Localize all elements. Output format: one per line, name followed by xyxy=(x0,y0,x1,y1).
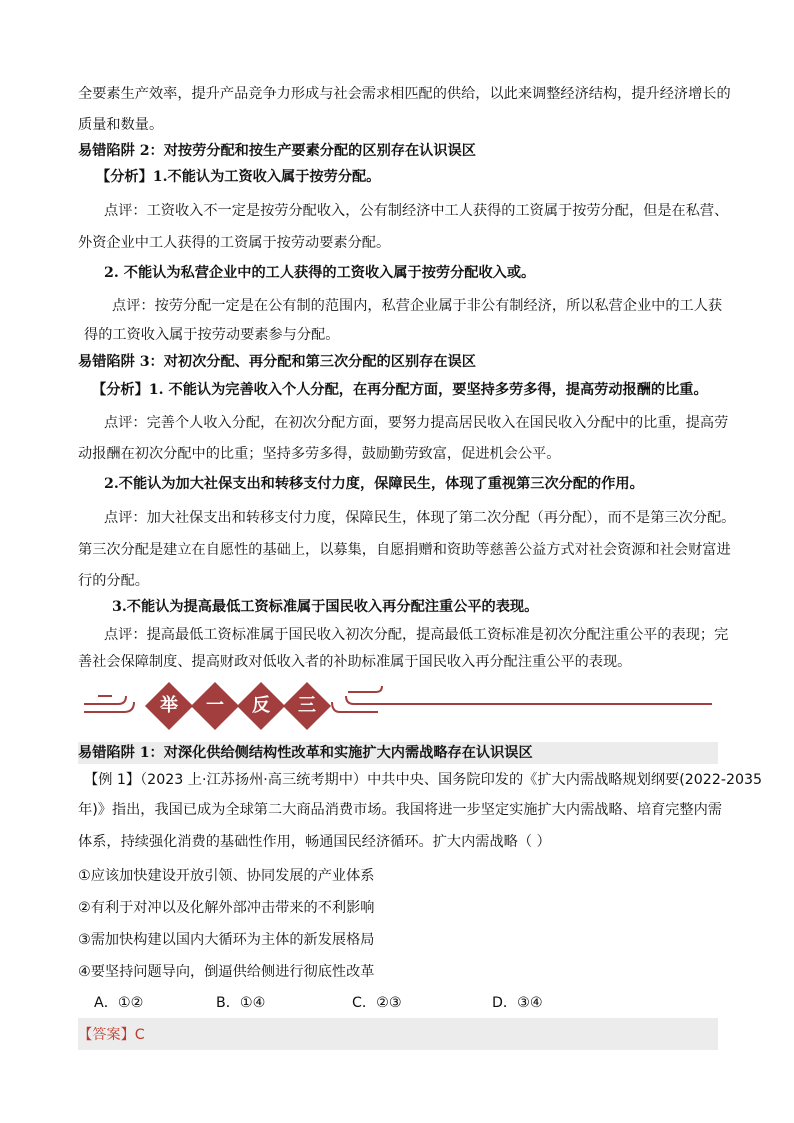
banner-char: 反 xyxy=(252,695,270,716)
choice-c: C．②③ xyxy=(352,995,402,1011)
answer-value: C xyxy=(134,1027,145,1043)
analysis-line: 3.不能认为提高最低工资标准属于国民收入再分配注重公平的表现。 xyxy=(112,599,539,615)
answer-bar xyxy=(78,1018,718,1050)
analysis-line: 2. 不能认为私营企业中的工人获得的工资收入属于按劳分配收入或。 xyxy=(104,265,536,281)
paragraph-line: 质量和数量。 xyxy=(78,117,164,133)
comment-line: 第三次分配是建立在自愿性的基础上，以募集，自愿捐赠和资助等慈善公益方式对社会资源和社会财富进 xyxy=(78,542,731,558)
banner-char: 一 xyxy=(206,695,224,716)
example-heading: 易错陷阱 1：对深化供给侧结构性改革和实施扩大内需战略存在认识误区 xyxy=(78,745,533,761)
comment-line: 动报酬在初次分配中的比重；坚持多劳多得，鼓励勤劳致富，促进机会公平。 xyxy=(78,446,561,462)
choice-b: B．①④ xyxy=(216,995,266,1011)
comment-line: 点评：完善个人收入分配，在初次分配方面，要努力提高居民收入在国民收入分配中的比重，提高劳 xyxy=(104,415,729,431)
comment-line: 得的工资收入属于按劳动要素参与分配。 xyxy=(84,327,340,343)
paragraph-line: 全要素生产效率，提升产品竞争力形成与社会需求相匹配的供给，以此来调整经济结构，提升经济增长的 xyxy=(78,86,731,102)
question-line: 年)》指出，我国已成为全球第二大商品消费市场。我国将进一步坚定实施扩大内需战略、培育完整内需 xyxy=(78,802,722,818)
answer xyxy=(78,1025,145,1045)
comment-line: 点评：按劳分配一定是在公有制的范围内，私营企业属于非公有制经济，所以私营企业中的工人获 xyxy=(112,298,723,314)
trap-heading: 易错陷阱 2：对按劳分配和按生产要素分配的区别存在认识误区 xyxy=(78,143,476,159)
comment-line: 点评：提高最低工资标准属于国民收入初次分配，提高最低工资标准是初次分配注重公平的表现；完 xyxy=(104,627,729,643)
analysis-line: 【分析】1.不能认为工资收入属于按劳分配。 xyxy=(96,169,381,185)
option-line: ③需加快构建以国内大循环为主体的新发展格局 xyxy=(78,932,375,948)
question-line: 【例 1】（2023 上·江苏扬州·高三统考期中）中共中央、国务院印发的《扩大内需战略规划纲要(2022-2035 xyxy=(84,772,763,788)
choice-a: A．①② xyxy=(94,995,144,1011)
question-line: 体系，持续强化消费的基础性作用，畅通国民经济循环。扩大内需战略（ ） xyxy=(78,834,551,850)
analysis-line: 2.不能认为加大社保支出和转移支付力度，保障民生，体现了重视第三次分配的作用。 xyxy=(104,476,644,492)
option-line: ④要坚持问题导向，倒逼供给侧进行彻底性改革 xyxy=(78,964,375,980)
option-line: ②有利于对冲以及化解外部冲击带来的不利影响 xyxy=(78,900,375,916)
comment-line: 点评：加大社保支出和转移支付力度，保障民生，体现了第二次分配（再分配），而不是第三次分配。 xyxy=(104,510,736,526)
comment-line: 点评：工资收入不一定是按劳分配收入，公有制经济中工人获得的工资属于按劳分配，但是在私营、 xyxy=(104,203,729,219)
analysis-line: 【分析】1. 不能认为完善收入个人分配，在再分配方面，要坚持多劳多得，提高劳动报酬的比重。 xyxy=(92,382,708,398)
section-banner xyxy=(78,682,718,732)
banner-char: 三 xyxy=(298,695,316,716)
comment-line: 行的分配。 xyxy=(78,573,149,589)
choice-d: D．③④ xyxy=(492,995,543,1011)
comment-line: 善社会保障制度、提高财政对低收入者的补助标准属于国民收入再分配注重公平的表现。 xyxy=(78,654,632,670)
trap-heading: 易错陷阱 3：对初次分配、再分配和第三次分配的区别存在误区 xyxy=(78,354,476,370)
banner-char: 举 xyxy=(160,695,178,716)
option-line: ①应该加快建设开放引领、协同发展的产业体系 xyxy=(78,868,375,884)
answer-label: 【答案】 xyxy=(78,1027,135,1043)
comment-line: 外资企业中工人获得的工资属于按劳动要素分配。 xyxy=(78,235,391,251)
